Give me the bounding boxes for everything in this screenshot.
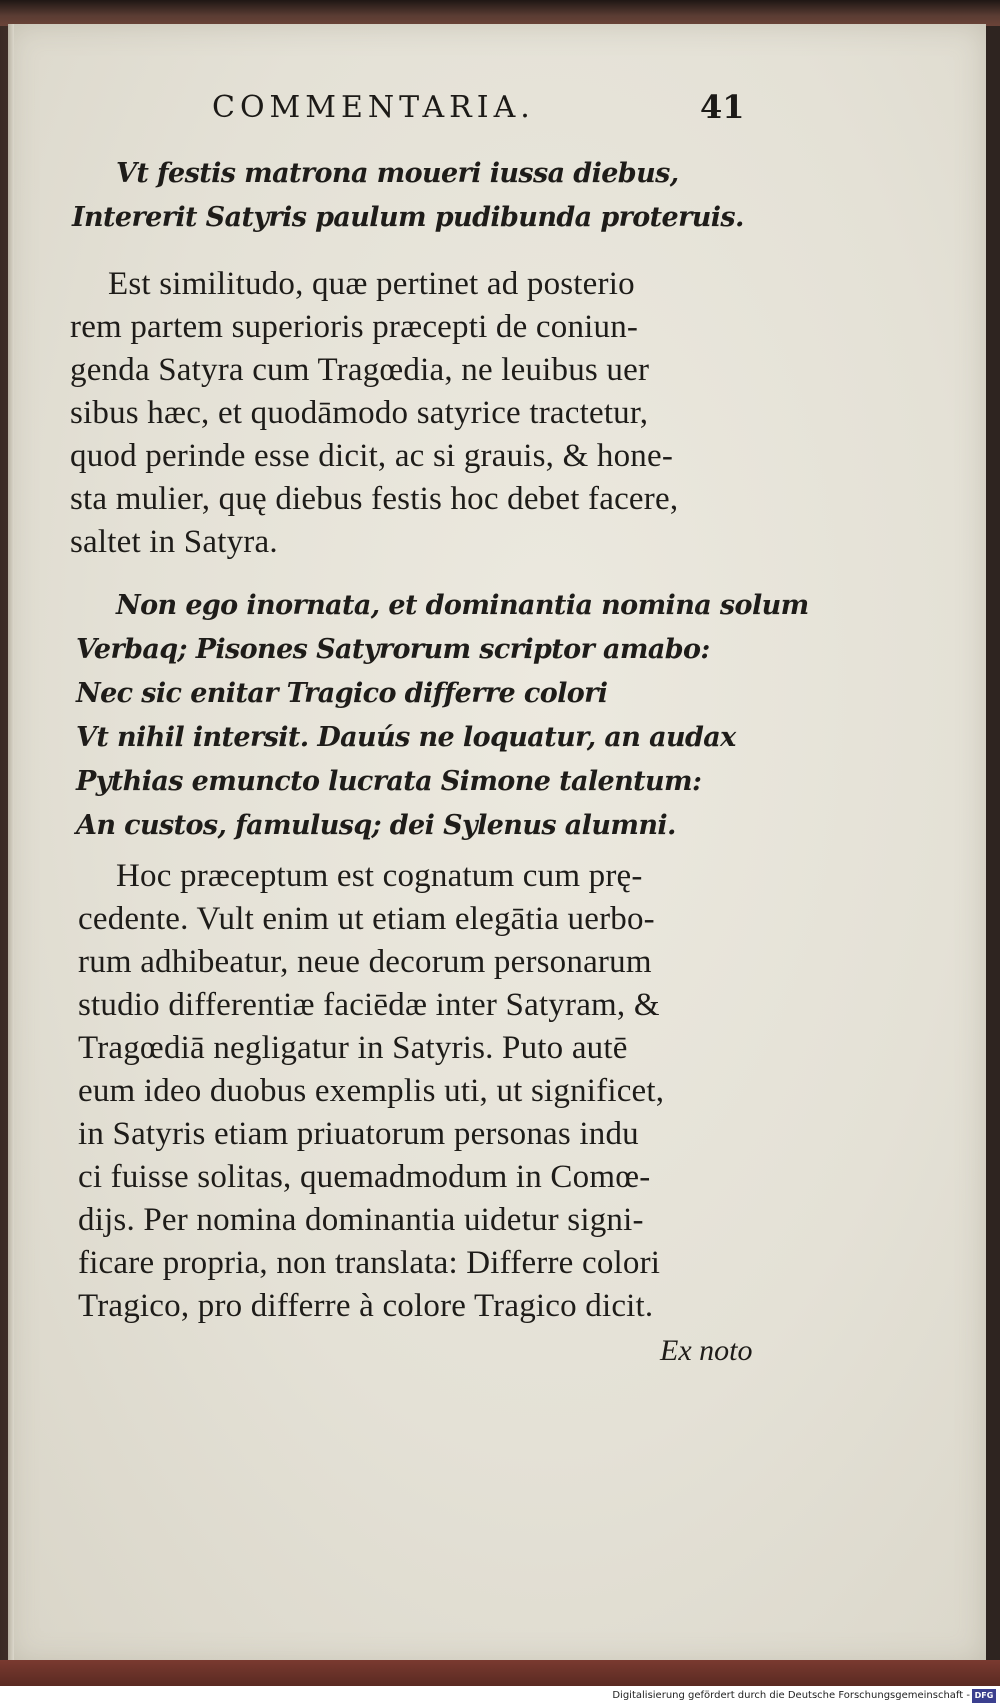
prose-line: genda Satyra cum Tragœdia, ne leuibus uer [70,352,650,388]
prose-line: quod perinde esse dicit, ac si grauis, & hone- [70,438,674,474]
prose-line: saltet in Satyra. [70,524,278,560]
verse-line: Non ego inornata, et dominantia nomina solum [116,590,809,621]
prose-line: in Satyris etiam priuatorum personas indu [78,1116,639,1152]
prose-line: Est similitudo, quæ pertinet ad posterio [108,266,635,302]
prose-line: Tragico, pro differre à colore Tragico dicit. [78,1288,654,1324]
prose-line: rum adhibeatur, neue decorum personarum [78,944,652,980]
verse-line: An custos, famulusq; dei Sylenus alumni. [76,810,676,841]
prose-line: sibus hæc, et quodāmodo satyrice tractetur, [70,395,649,431]
catchword: Ex noto [660,1334,753,1367]
digitization-credit: Digitalisierung gefördert durch die Deutsche Forschungsgemeinschaft - [612,1690,970,1701]
verse-line: Verbaq; Pisones Satyrorum scriptor amabo: [76,634,710,665]
verse-line: Nec sic enitar Tragico differre colori [76,678,608,709]
verse-line: Pythias emuncto lucrata Simone talentum: [76,766,702,797]
binding-top-edge [0,0,1000,26]
verse-line: Vt festis matrona moueri iussa diebus, [116,158,679,189]
verse-line: Vt nihil intersit. Dauús ne loquatur, an audax [76,722,736,753]
prose-line: dijs. Per nomina dominantia uidetur signi- [78,1202,644,1238]
prose-line: cedente. Vult enim ut etiam elegātia uerbo- [78,901,655,937]
prose-line: ficare propria, non translata: Differre colori [78,1245,661,1281]
running-head: COMMENTARIA. [212,90,535,125]
prose-line: sta mulier, quę diebus festis hoc debet facere, [70,481,679,517]
binding-bottom-edge [0,1660,1000,1686]
prose-line: eum ideo duobus exemplis uti, ut significet, [78,1073,665,1109]
page-number: 41 [700,88,745,126]
prose-line: ci fuisse solitas, quemadmodum in Comœ- [78,1159,651,1195]
verse-line: Intererit Satyris paulum pudibunda proteruis. [72,202,744,233]
page-gutter-edge [8,24,14,1664]
prose-line: Tragœdiā negligatur in Satyris. Puto autē [78,1030,628,1066]
prose-line: Hoc præceptum est cognatum cum prę- [116,858,643,894]
prose-line: studio differentiæ faciēdæ inter Satyram, & [78,987,660,1023]
prose-line: rem partem superioris præcepti de coniun- [70,309,639,345]
dfg-logo-icon: DFG [972,1689,996,1703]
